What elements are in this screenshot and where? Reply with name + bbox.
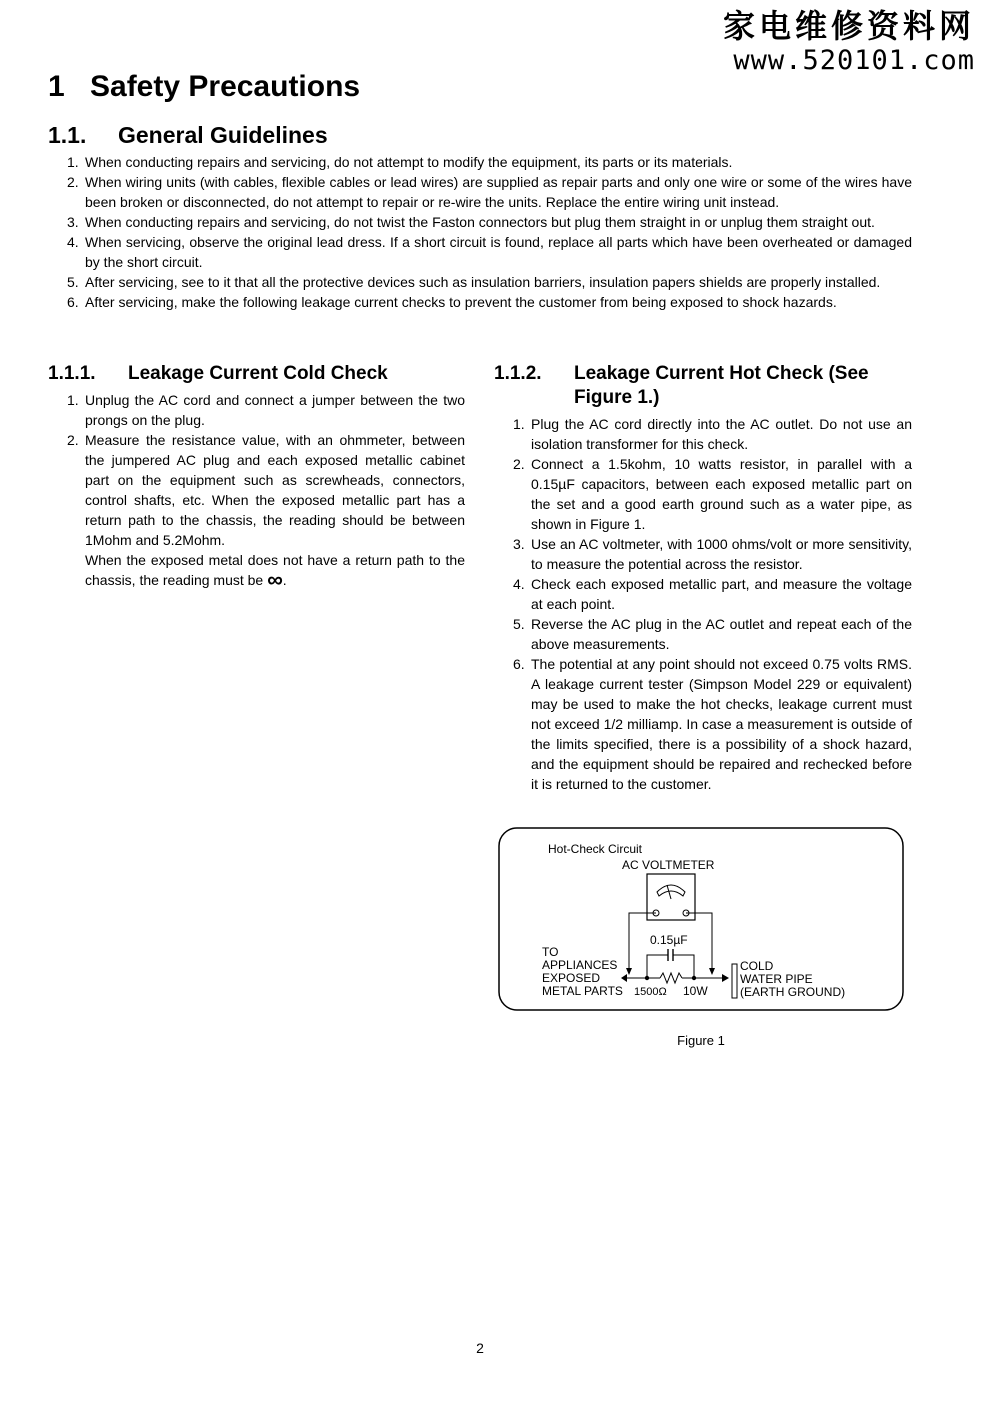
hot-check-title: Leakage Current Hot Check (See Figure 1.) — [574, 363, 869, 408]
item-text: Reverse the AC plug in the AC outlet and repeat each of the above measurements. — [531, 616, 912, 652]
item-text: When conducting repairs and servicing, do not attempt to modify the equipment, its parts or its materials. — [85, 154, 733, 170]
right-label-line-3: (EARTH GROUND) — [740, 985, 846, 999]
lead-right — [686, 913, 712, 974]
hot-check-number: 1.1.2. — [494, 363, 542, 384]
extra-text: When the exposed metal does not have a return path to the chassis, the reading must be — [85, 552, 465, 588]
item-number: 6. — [513, 656, 525, 672]
item-number: 5. — [513, 616, 525, 632]
hot-check-heading — [494, 362, 912, 410]
subsection-number: 1.1. — [48, 122, 87, 148]
list-item — [48, 212, 912, 232]
section-title: Safety Precautions — [90, 70, 361, 103]
junction-left — [645, 976, 649, 980]
cold-check-heading — [48, 362, 465, 386]
item-text: The potential at any point should not exceed 0.75 volts RMS. A leakage current tester (Simpson Model 229 or equivalent) may be used to make the hot checks, leakage current must not exceed 1/2 milliamp. In case a measurement is outside of the limits specified, there is a possibility of a shock hazard, and the equipment should be repaired and rechecked before it is returned to the customer. — [531, 656, 912, 792]
list-item — [48, 292, 912, 312]
item-number: 1. — [67, 154, 79, 170]
item-text: Connect a 1.5kohm, 10 watts resistor, in parallel with a 0.15µF capacitors, between each exposed metallic part on the set and a good earth ground such as a water pipe, as shown in Figure 1. — [531, 456, 912, 532]
junction-right — [692, 976, 696, 980]
watt-label: 10W — [683, 984, 708, 998]
list-item — [48, 232, 912, 272]
water-pipe-icon — [732, 964, 737, 998]
item-number: 6. — [67, 294, 79, 310]
item-number: 5. — [67, 274, 79, 290]
capacitor-wire-right — [673, 955, 694, 978]
infinity-symbol: ∞ — [267, 567, 283, 592]
capacitor-wire-left — [647, 955, 668, 978]
section-heading — [48, 70, 360, 104]
list-item — [494, 414, 912, 454]
item-number: 3. — [67, 214, 79, 230]
section-number: 1 — [48, 70, 65, 103]
list-item — [48, 390, 465, 430]
item-number: 1. — [513, 416, 525, 432]
capacitor-label: 0.15µF — [650, 933, 688, 947]
item-number: 2. — [513, 456, 525, 472]
cold-check-title: Leakage Current Cold Check — [128, 363, 388, 384]
end-period: . — [282, 572, 287, 588]
item-text: Unplug the AC cord and connect a jumper between the two prongs on the plug. — [85, 392, 465, 428]
figure-caption: Figure 1 — [677, 1033, 725, 1048]
arrow-right — [709, 968, 715, 975]
resistor-label: 1500Ω — [634, 986, 667, 998]
arrow-to-appliance — [621, 974, 627, 982]
left-label-line-3: EXPOSED — [542, 971, 601, 985]
arrow-to-pipe — [722, 974, 729, 982]
item-number: 2. — [67, 174, 79, 190]
meter-needle — [667, 885, 671, 899]
list-item — [48, 272, 912, 292]
left-label-line-1: TO — [542, 945, 559, 959]
voltmeter-label: AC VOLTMETER — [622, 858, 715, 872]
item-text: When wiring units (with cables, flexible cables or lead wires) are supplied as repair parts and only one wire or some of the wires have been broken or disconnected, do not attempt to repair or re-wire the units. Replace the entire wiring unit instead. — [85, 174, 912, 210]
watermark-url: www.520101.com — [733, 45, 975, 76]
left-label-line-2: APPLIANCES — [542, 958, 618, 972]
list-item — [494, 454, 912, 534]
page-number: 2 — [476, 1340, 484, 1356]
item-text: When servicing, observe the original lead dress. If a short circuit is found, replace all parts which have been overheated or damaged by the short circuit. — [85, 234, 912, 270]
item-text: Measure the resistance value, with an ohmmeter, between the jumpered AC plug and each exposed metallic cabinet part on the equipment such as screwheads, connectors, control shafts, etc. When the exposed metallic part has a return path to the chassis, the reading should be between 1Mohm and 5.2Mohm. — [85, 432, 465, 548]
list-item — [494, 654, 912, 794]
cold-check-number: 1.1.1. — [48, 363, 96, 384]
hot-check-circuit-diagram — [497, 826, 905, 1012]
left-label-line-4: METAL PARTS — [542, 984, 623, 998]
right-label-line-2: WATER PIPE — [740, 972, 813, 986]
item-text: After servicing, see to it that all the protective devices such as insulation barriers, insulation papers shields are properly installed. — [85, 274, 881, 290]
general-guidelines-list — [48, 152, 912, 312]
right-label-line-1: COLD — [740, 959, 774, 973]
item-text: When conducting repairs and servicing, do not twist the Faston connectors but plug them straight in or unplug them straight out. — [85, 214, 875, 230]
item-number: 2. — [67, 432, 79, 448]
list-item — [494, 614, 912, 654]
item-text: Check each exposed metallic part, and measure the voltage at each point. — [531, 576, 912, 612]
meter-dial — [657, 885, 685, 896]
watermark — [685, 6, 975, 76]
watermark-chinese: 家电维修资料网 — [722, 7, 975, 45]
item-number: 1. — [67, 392, 79, 408]
resistor-symbol — [660, 973, 682, 983]
list-item — [494, 574, 912, 614]
item-text: After servicing, make the following leakage current checks to prevent the customer from being exposed to shock hazards. — [85, 294, 837, 310]
diagram-title: Hot-Check Circuit — [548, 842, 643, 856]
arrow-left — [626, 968, 632, 975]
item-text: Use an AC voltmeter, with 1000 ohms/volt or more sensitivity, to measure the potential across the resistor. — [531, 536, 912, 572]
item-number: 4. — [67, 234, 79, 250]
list-item — [48, 430, 465, 590]
list-item — [48, 172, 912, 212]
list-item — [48, 152, 912, 172]
cold-check-column — [48, 362, 465, 590]
subsection-heading — [48, 122, 328, 149]
cold-check-list — [48, 390, 465, 590]
item-number: 4. — [513, 576, 525, 592]
cold-check-extra — [85, 550, 465, 590]
subsection-title: General Guidelines — [118, 122, 328, 148]
hot-check-column — [494, 362, 912, 794]
hot-check-list — [494, 414, 912, 794]
item-number: 3. — [513, 536, 525, 552]
list-item — [494, 534, 912, 574]
item-text: Plug the AC cord directly into the AC outlet. Do not use an isolation transformer for this check. — [531, 416, 912, 452]
